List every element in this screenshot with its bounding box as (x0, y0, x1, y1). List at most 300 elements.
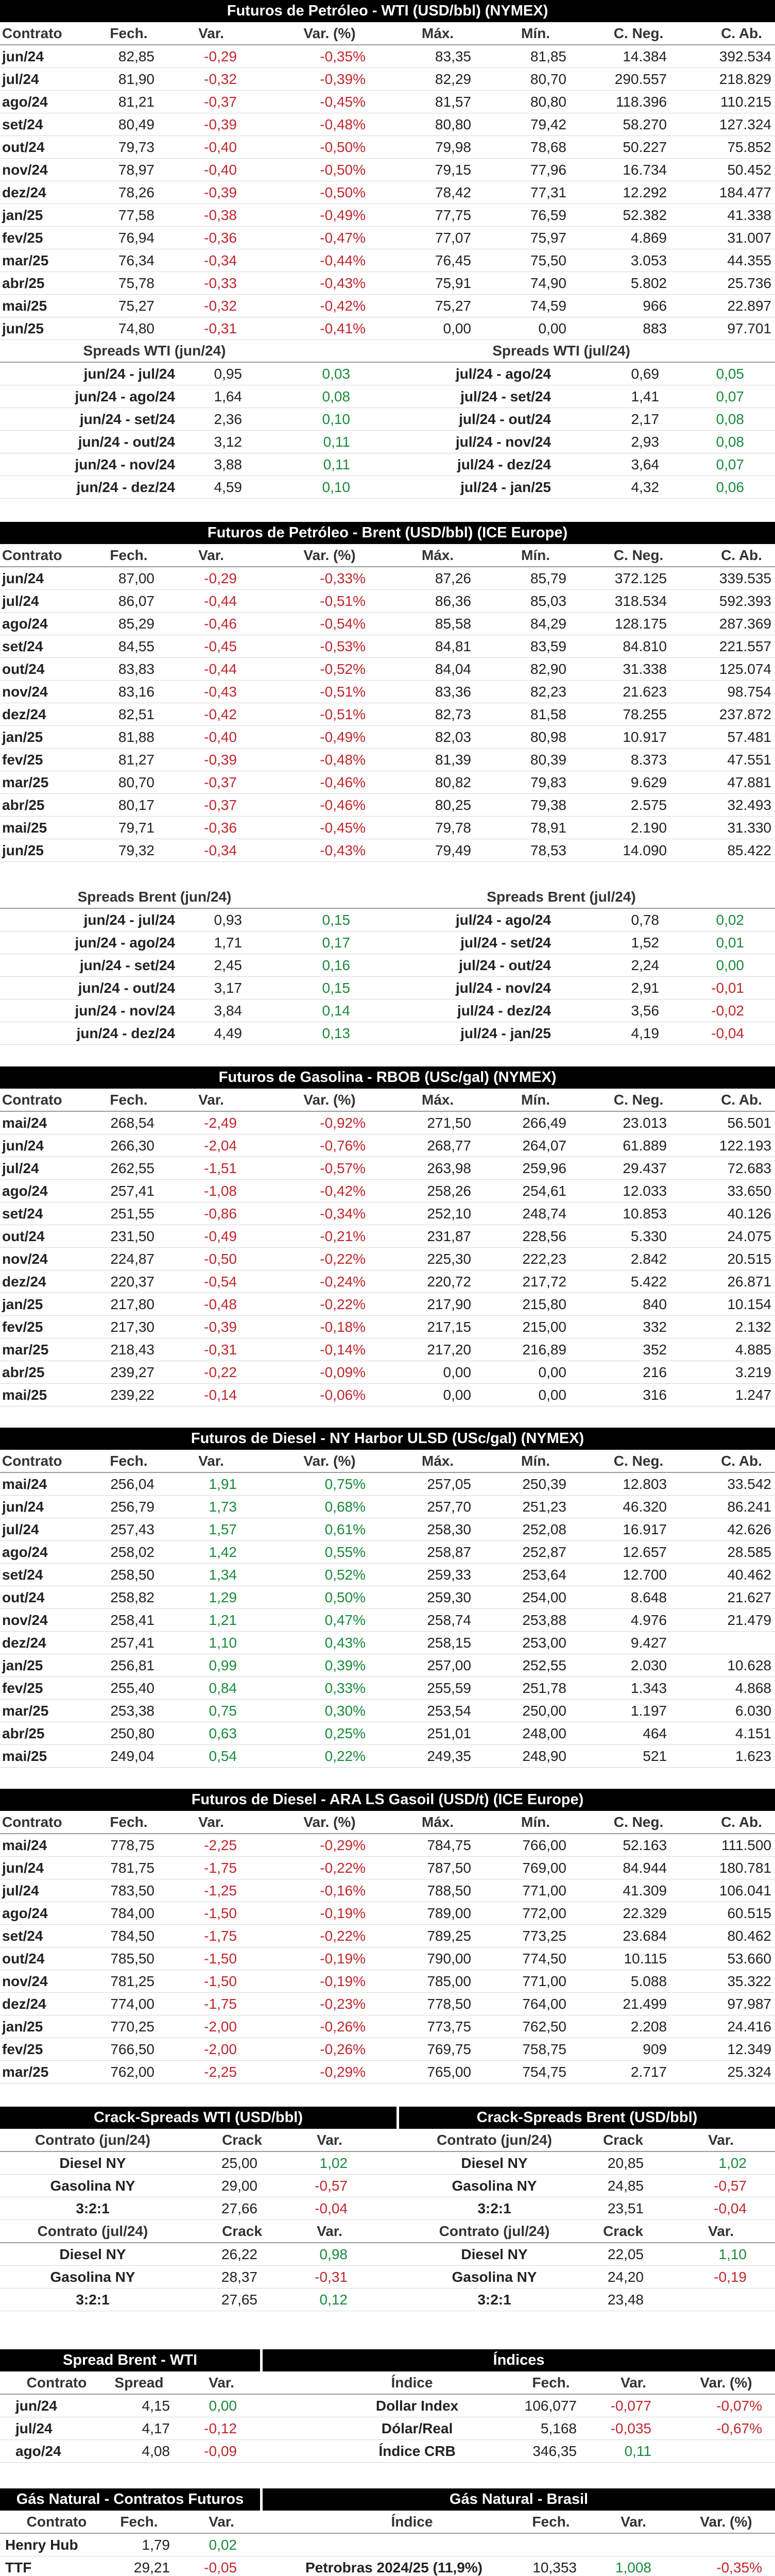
table-row (0, 1361, 775, 1384)
spread-contract: jun/24 - set/24 (79, 411, 175, 427)
table-cell: 81,21 (118, 94, 154, 110)
table-cell: ago/24 (2, 1905, 48, 1921)
table-cell: -0,39 (204, 184, 237, 200)
table-cell: ago/24 (2, 1183, 48, 1199)
table-cell: -2,25 (204, 2064, 237, 2080)
table-cell: -0,40 (204, 139, 237, 155)
table-cell: -0,22% (320, 1928, 366, 1944)
table-cell: 883 (643, 320, 667, 336)
table-cell: 10,353 (532, 2560, 577, 2575)
spread-row (0, 408, 775, 431)
column-header: Fech. (110, 1092, 148, 1108)
spread-var: 0,08 (322, 388, 350, 404)
section-title: Futuros de Diesel - ARA LS Gasoil (USD/t) (ICE Europe) (0, 1789, 775, 1811)
table-cell: 78,26 (118, 184, 154, 200)
crack-title-row (0, 2107, 775, 2129)
crack-col-header: Var. (317, 2132, 342, 2148)
table-cell: 83,59 (530, 638, 566, 654)
table-cell: 79,98 (435, 139, 471, 155)
table-cell: 217,90 (427, 1296, 471, 1312)
table-cell: 250,00 (522, 1703, 566, 1719)
column-header: Mín. (521, 1092, 550, 1108)
column-header: Contrato (2, 1453, 62, 1469)
spread-value: 4,59 (214, 479, 242, 495)
table-row (0, 794, 775, 817)
spread-var: 0,10 (322, 411, 350, 427)
spreads-right-title: Spreads Brent (jul/24) (487, 889, 636, 905)
table-cell: 84.810 (623, 638, 667, 654)
column-header: C. Ab. (721, 1453, 762, 1469)
crack-product: Diesel NY (461, 2155, 528, 2171)
table-cell: 111.500 (721, 1837, 771, 1853)
crack-col-header: Var. (317, 2223, 342, 2239)
table-cell: jun/24 (15, 2398, 57, 2414)
table-cell: -0,22% (320, 1296, 366, 1312)
crack-value: 27,66 (221, 2200, 257, 2216)
table-row (0, 1112, 775, 1134)
table-cell: jun/24 (2, 570, 44, 586)
spread-var: 0,11 (323, 434, 350, 450)
table-cell: dez/24 (2, 1996, 46, 2012)
table-cell: jun/25 (2, 320, 44, 336)
column-header: Var. (198, 1453, 224, 1469)
spread-var: 0,15 (322, 980, 350, 996)
table-cell: -0,41% (320, 320, 366, 336)
table-cell: 220,37 (110, 1274, 154, 1290)
crack-product: 3:2:1 (76, 2292, 110, 2308)
table-cell: 75,27 (435, 298, 471, 314)
column-header: Var. (198, 1814, 224, 1830)
table-cell: -0,23% (320, 1996, 366, 2012)
table-cell: -0,37 (204, 774, 237, 790)
column-header: Var. (621, 2514, 646, 2530)
table-row (0, 817, 775, 839)
spread-contract: jul/24 - ago/24 (455, 366, 551, 382)
table-cell: 9.427 (630, 1635, 667, 1651)
table-cell: out/24 (2, 139, 45, 155)
spread-row (0, 363, 775, 385)
table-cell: 266,30 (110, 1138, 154, 1154)
crack-product: Diesel NY (59, 2246, 126, 2262)
table-cell: 4.885 (735, 1342, 771, 1358)
table-cell: 0,75% (324, 1476, 366, 1492)
table-cell: Dólar/Real (381, 2420, 453, 2436)
table-cell: 2.190 (630, 820, 667, 836)
table-cell: 84.944 (623, 1860, 667, 1876)
table-row (0, 249, 775, 272)
table-row (0, 272, 775, 295)
table-cell: 80,98 (530, 729, 566, 745)
table-cell: -0,43% (320, 275, 366, 291)
table-cell: 40.462 (727, 1567, 771, 1583)
table-cell: -0,29 (204, 570, 237, 586)
column-header: Mín. (521, 547, 550, 563)
table-row (0, 204, 775, 227)
table-cell: 77,07 (435, 230, 471, 246)
table-cell: 239,27 (110, 1364, 154, 1380)
column-header: Var. (209, 2514, 234, 2530)
table-cell: 259,30 (427, 1589, 471, 1605)
column-header: Fech. (532, 2514, 570, 2530)
table-cell: 16.734 (623, 162, 667, 178)
table-cell: -0,29% (320, 1837, 366, 1853)
table-cell: 6.030 (735, 1703, 771, 1719)
table-cell: 85,29 (118, 616, 154, 632)
table-cell: 41.338 (727, 207, 771, 223)
column-header: Fech. (110, 1453, 148, 1469)
table-cell: 75,27 (118, 298, 154, 314)
table-cell: 28.585 (727, 1544, 771, 1560)
table-cell: 778,75 (110, 1837, 154, 1853)
table-cell: 81,85 (530, 48, 566, 64)
table-cell: -0,24% (320, 1274, 366, 1290)
crack-col-header: Crack (222, 2132, 262, 2148)
table-cell: 78,68 (530, 139, 566, 155)
table-cell: -0,31 (204, 1342, 237, 1358)
crack-col-header: Var. (708, 2132, 734, 2148)
table-cell: -0,39 (204, 752, 237, 768)
table-cell: 4,15 (142, 2398, 170, 2414)
table-cell: 41.309 (623, 1883, 667, 1899)
table-cell: 250,80 (110, 1725, 154, 1741)
table-cell: 1.623 (735, 1748, 771, 1764)
spread-contract: jul/24 - nov/24 (455, 980, 551, 996)
table-cell: 1,008 (615, 2560, 651, 2575)
table-cell: -1,50 (204, 1973, 237, 1989)
table-cell: 0,00 (209, 2398, 237, 2414)
table-cell: 781,75 (110, 1860, 154, 1876)
table-cell: nov/24 (2, 1251, 48, 1267)
table-cell: -1,08 (204, 1183, 237, 1199)
table-cell: 50.227 (623, 139, 667, 155)
table-cell: 268,54 (110, 1115, 154, 1131)
table-cell: 778,50 (427, 1996, 471, 2012)
spread-var: 0,08 (716, 411, 744, 427)
crack-var: 0,12 (319, 2292, 348, 2308)
table-cell: 318.534 (614, 593, 667, 609)
table-cell: 785,00 (427, 1973, 471, 1989)
table-cell: 110.215 (720, 94, 771, 110)
table-cell: 78,53 (530, 842, 566, 858)
table-row (0, 1879, 775, 1902)
column-header: Var. (621, 2375, 646, 2391)
column-header: C. Neg. (613, 1814, 664, 1830)
table-cell: 52.382 (623, 207, 667, 223)
table-cell: 222,23 (522, 1251, 566, 1267)
table-cell: 0,47% (324, 1612, 366, 1628)
table-cell: -0,51% (320, 684, 366, 700)
table-cell: 12.700 (623, 1567, 667, 1583)
crack-product: Gasolina NY (452, 2178, 537, 2194)
table-cell: -0,19% (320, 1973, 366, 1989)
spread-var: 0,07 (716, 456, 744, 472)
table-cell: 21.623 (623, 684, 667, 700)
table-cell: 248,00 (522, 1725, 566, 1741)
spread-value: 1,41 (631, 388, 659, 404)
table-row (0, 1632, 775, 1654)
column-header: Contrato (2, 547, 62, 563)
table-cell: -0,53% (320, 638, 366, 654)
table-cell: 1,91 (209, 1476, 237, 1492)
table-cell: 0,50% (324, 1589, 366, 1605)
table-cell: -0,35% (320, 48, 366, 64)
table-cell: 231,87 (427, 1228, 471, 1244)
column-header: Máx. (421, 547, 454, 563)
table-cell: -0,67% (716, 2420, 762, 2436)
table-cell: 80.462 (727, 1928, 771, 1944)
table-cell: jul/24 (2, 1883, 39, 1899)
table-cell: 237.872 (719, 706, 771, 722)
table-cell: 352 (643, 1342, 667, 1358)
column-header: Índice (391, 2375, 433, 2391)
table-cell: 79,71 (118, 820, 154, 836)
table-row (0, 2417, 775, 2440)
table-cell: 77,58 (118, 207, 154, 223)
table-cell: -0,077 (610, 2398, 651, 2414)
section-title: Futuros de Diesel - NY Harbor ULSD (USc/gal) (NYMEX) (0, 1428, 775, 1450)
table-cell: 217,80 (110, 1296, 154, 1312)
table-cell: 0,33% (324, 1680, 366, 1696)
table-cell: -0,22% (320, 1860, 366, 1876)
table-cell: 521 (643, 1748, 667, 1764)
crack-contract-label: Contrato (jul/24) (439, 2223, 550, 2239)
table-cell: -0,44% (320, 252, 366, 268)
table-cell: -1,75 (204, 1996, 237, 2012)
table-cell: 78,91 (530, 820, 566, 836)
table-row (0, 1857, 775, 1879)
table-cell: 24.075 (727, 1228, 771, 1244)
table-cell: -0,52% (320, 661, 366, 677)
spread-contract: jun/24 - nov/24 (75, 1003, 175, 1019)
table-cell: -0,46% (320, 774, 366, 790)
table-cell: 76,45 (435, 252, 471, 268)
crack-product: Diesel NY (461, 2246, 528, 2262)
indices-title: Índices (263, 2349, 775, 2371)
table-cell: -0,86 (204, 1206, 237, 1222)
table-cell: 81,58 (530, 706, 566, 722)
table-cell: 255,40 (110, 1680, 154, 1696)
table-cell: -1,50 (204, 1905, 237, 1921)
table-cell: 789,25 (427, 1928, 471, 1944)
table-cell: 84,29 (530, 616, 566, 632)
spread-contract: jul/24 - set/24 (460, 388, 551, 404)
table-cell: -0,54% (320, 616, 366, 632)
table-cell: 74,59 (530, 298, 566, 314)
table-cell: jan/25 (2, 729, 43, 745)
spread-var: -0,01 (711, 980, 744, 996)
table-cell: mai/25 (2, 1387, 47, 1403)
table-row (0, 45, 775, 68)
table-cell: 26.871 (727, 1274, 771, 1290)
table-cell: 87,26 (435, 570, 471, 586)
crack-row (0, 2175, 775, 2197)
table-cell: 239,22 (110, 1387, 154, 1403)
table-cell: 81,90 (118, 71, 154, 87)
table-cell: -2,00 (204, 2041, 237, 2057)
table-cell: 80,17 (118, 797, 154, 813)
table-cell: 249,04 (110, 1748, 154, 1764)
table-cell: 758,75 (522, 2041, 566, 2057)
spread-var: 0,08 (716, 434, 744, 450)
table-cell: 80,25 (435, 797, 471, 813)
table-cell: -0,49% (320, 729, 366, 745)
table-cell: ago/24 (2, 94, 48, 110)
table-row (0, 1902, 775, 1925)
column-header: Máx. (421, 25, 454, 41)
table-cell: fev/25 (2, 1319, 43, 1335)
spread-var: 0,07 (716, 388, 744, 404)
table-cell: 24.416 (727, 2019, 771, 2035)
table-cell: 97.701 (727, 320, 771, 336)
table-cell: 8.648 (630, 1589, 667, 1605)
table-cell: -1,75 (204, 1860, 237, 1876)
table-cell: 79,32 (118, 842, 154, 858)
crack-wti-title: Crack-Spreads WTI (USD/bbl) (0, 2107, 397, 2129)
spread-var: 0,17 (322, 935, 350, 951)
table-cell: 80,80 (435, 116, 471, 132)
table-cell: 1,10 (209, 1635, 237, 1651)
table-row (0, 1722, 775, 1745)
sub-header-row (0, 2371, 775, 2395)
spread-var: 0,15 (322, 912, 350, 928)
table-row (0, 1745, 775, 1768)
table-cell: -0,39% (320, 71, 366, 87)
table-cell: 80,80 (530, 94, 566, 110)
table-cell: fev/25 (2, 752, 43, 768)
table-cell: 264,07 (522, 1138, 566, 1154)
table-cell: 258,82 (110, 1589, 154, 1605)
column-header: Mín. (521, 25, 550, 41)
table-row (0, 635, 775, 658)
table-cell: 21.499 (623, 1996, 667, 2012)
spread-value: 0,78 (631, 912, 659, 928)
table-cell: -0,09 (204, 2443, 237, 2459)
table-cell: 257,43 (110, 1521, 154, 1537)
table-cell: 76,94 (118, 230, 154, 246)
table-cell: 258,50 (110, 1567, 154, 1583)
column-header: Var. (%) (303, 1814, 356, 1830)
table-row (0, 1338, 775, 1361)
crack-row (0, 2289, 775, 2311)
table-row (0, 1993, 775, 2015)
table-cell: 42.626 (727, 1521, 771, 1537)
crack-var: -0,04 (714, 2200, 747, 2216)
table-cell: 9.629 (630, 774, 667, 790)
table-cell: 785,50 (110, 1951, 154, 1967)
table-cell: -0,22 (204, 1364, 237, 1380)
table-cell: -0,76% (320, 1138, 366, 1154)
table-cell: 86.241 (727, 1499, 771, 1515)
table-cell: dez/24 (2, 1635, 46, 1651)
table-cell: -1,51 (204, 1160, 237, 1176)
crack-var: 0,98 (319, 2246, 348, 2262)
table-cell: 127.324 (719, 116, 771, 132)
table-row (0, 2038, 775, 2061)
table-cell: mai/25 (2, 820, 47, 836)
spread-var: 0,11 (323, 456, 350, 472)
table-cell: -0,48% (320, 752, 366, 768)
table-cell: 31.330 (727, 820, 771, 836)
spread-row (0, 1022, 775, 1045)
column-header: Var. (%) (700, 2375, 752, 2391)
table-cell: -0,42% (320, 1183, 366, 1199)
spread-contract: jul/24 - out/24 (459, 411, 551, 427)
table-cell: 22.897 (727, 298, 771, 314)
table-cell: -0,39 (204, 116, 237, 132)
spread-value: 3,17 (214, 980, 242, 996)
table-cell: 80,70 (118, 774, 154, 790)
table-cell: mai/24 (2, 1837, 47, 1853)
table-cell: 252,55 (522, 1657, 566, 1673)
table-cell: -1,75 (204, 1928, 237, 1944)
spread-var: 0,03 (322, 366, 350, 382)
column-header: Contrato (2, 1814, 62, 1830)
table-cell: 2.132 (735, 1319, 771, 1335)
table-cell: 75,97 (530, 230, 566, 246)
table-cell: set/24 (2, 116, 43, 132)
table-cell: 2.208 (630, 2019, 667, 2035)
table-cell: -0,16% (320, 1883, 366, 1899)
table-cell: TTF (5, 2560, 32, 2575)
spread-contract: jul/24 - dez/24 (457, 456, 551, 472)
table-row (0, 613, 775, 635)
table-cell: 1,21 (209, 1612, 237, 1628)
table-cell: 464 (643, 1725, 667, 1741)
table-cell: 909 (643, 2041, 667, 2057)
table-diesel_ny (0, 1428, 775, 1768)
table-cell: 2.575 (630, 797, 667, 813)
table-cell: 57.481 (727, 729, 771, 745)
table-row (0, 1473, 775, 1496)
table-cell: 16.917 (623, 1521, 667, 1537)
table-cell: -0,26% (320, 2019, 366, 2035)
table-cell: set/24 (2, 1928, 43, 1944)
table-cell: 84,55 (118, 638, 154, 654)
spread-contract: jun/24 - dez/24 (76, 1025, 175, 1041)
table-cell: -0,12 (204, 2420, 237, 2436)
column-header: C. Ab. (721, 25, 762, 41)
table-cell: jan/25 (2, 2019, 43, 2035)
table-cell: 251,01 (427, 1725, 471, 1741)
table-cell: -0,50 (204, 1251, 237, 1267)
table-cell: 290.557 (614, 71, 667, 87)
table-cell: 12.033 (623, 1183, 667, 1199)
table-cell: 72.683 (727, 1160, 771, 1176)
spread-var: 0,05 (716, 366, 744, 382)
table-cell: 220,72 (427, 1274, 471, 1290)
crack-brent-title: Crack-Spreads Brent (USD/bbl) (399, 2107, 775, 2129)
table-cell: 40.126 (727, 1206, 771, 1222)
table-cell: 754,75 (522, 2064, 566, 2080)
crack-var: -0,57 (714, 2178, 747, 2194)
table-row (0, 1316, 775, 1338)
crack-contract-label: Contrato (jul/24) (37, 2223, 148, 2239)
table-cell: out/24 (2, 1951, 45, 1967)
table-cell: 79,42 (530, 116, 566, 132)
spread-contract: jun/24 - jul/24 (83, 912, 175, 928)
table-cell: nov/24 (2, 1612, 48, 1628)
spreads-header-row (0, 886, 775, 909)
spread-var: 0,00 (716, 957, 744, 973)
column-header: Var. (198, 25, 224, 41)
table-cell: 217,15 (427, 1319, 471, 1335)
table-cell: 392.534 (719, 48, 771, 64)
table-cell: 257,41 (110, 1635, 154, 1651)
table-cell: 4,08 (142, 2443, 170, 2459)
spread-row (0, 453, 775, 476)
table-cell: jun/25 (2, 842, 44, 858)
column-header: Fech. (110, 547, 148, 563)
